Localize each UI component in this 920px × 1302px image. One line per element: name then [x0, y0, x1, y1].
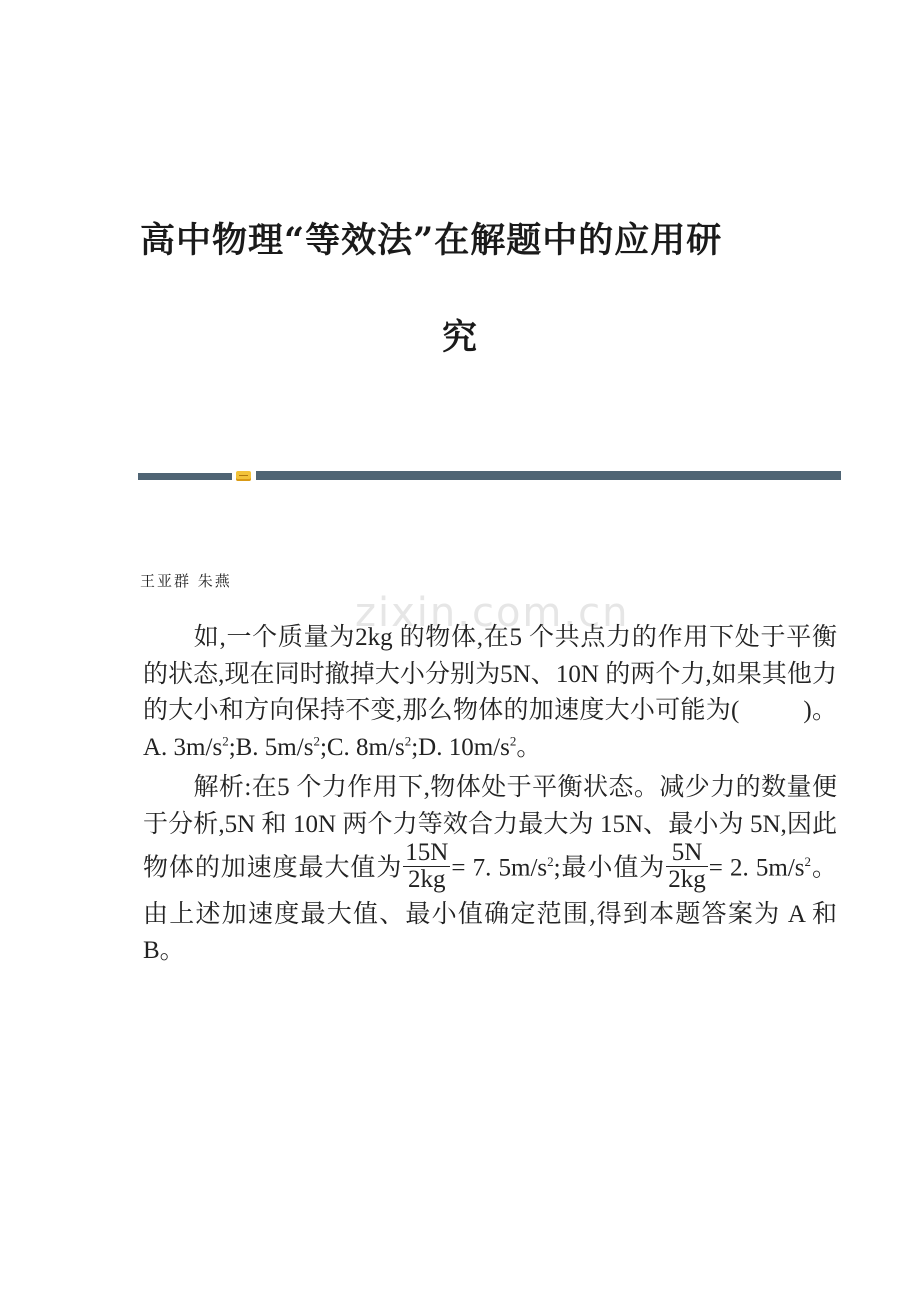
title-divider [138, 471, 841, 481]
divider-badge-icon [236, 471, 251, 481]
fraction-max [403, 840, 450, 894]
watermark: zixin.com.cn [355, 590, 630, 636]
option-b: ;B. 5m/s [228, 733, 314, 761]
max-value: = 7. 5m/s [451, 854, 548, 882]
fraction-min [666, 840, 708, 894]
option-a: )。A. 3m/s [143, 697, 837, 761]
analysis-text: 解析:在5 个力作用下,物体处于平衡状态。减少力的数量便于分析,5N 和 10N 两个力等效合力最大为 15N、最小为 5N,因此物体的加速度最大值为 [143, 774, 837, 882]
fraction-numerator: 15N [405, 839, 449, 866]
question-paragraph [143, 620, 837, 766]
question-end: 。 [516, 733, 542, 761]
option-c: ;C. 8m/s [319, 733, 405, 761]
fraction-denominator: 2kg [408, 866, 446, 894]
exponent: 2 [509, 733, 517, 749]
exponent: 2 [313, 733, 320, 749]
document-title-line-1: 高中物理“等效法”在解题中的应用研 [140, 220, 723, 261]
analysis-conclusion: 。由上述加速度最大值、最小值确定范围,得到本题答案为 A 和 B。 [143, 854, 837, 964]
analysis-paragraph [143, 770, 837, 970]
exponent: 2 [547, 854, 554, 870]
fraction-numerator: 5N [666, 840, 708, 867]
min-value: = 2. 5m/s [708, 854, 805, 882]
divider-bar-right [256, 471, 841, 480]
option-d: ;D. 10m/s [411, 733, 510, 761]
exponent: 2 [222, 733, 229, 749]
min-label: ;最小值为 [553, 854, 666, 882]
document-title-line-2: 究 [441, 317, 478, 358]
exponent: 2 [404, 733, 412, 749]
divider-bar-left [138, 473, 232, 480]
fraction-denominator: 2kg [668, 866, 706, 894]
exponent: 2 [804, 854, 812, 870]
question-text: 如,一个质量为2kg 的物体,在5 个共点力的作用下处于平衡的状态,现在同时撤掉大小分别为5N、10N 的两个力,如果其他力的大小和方向保持不变,那么物体的加速度大小可能为( [143, 624, 837, 724]
authors: 王亚群 朱燕 [140, 572, 232, 590]
